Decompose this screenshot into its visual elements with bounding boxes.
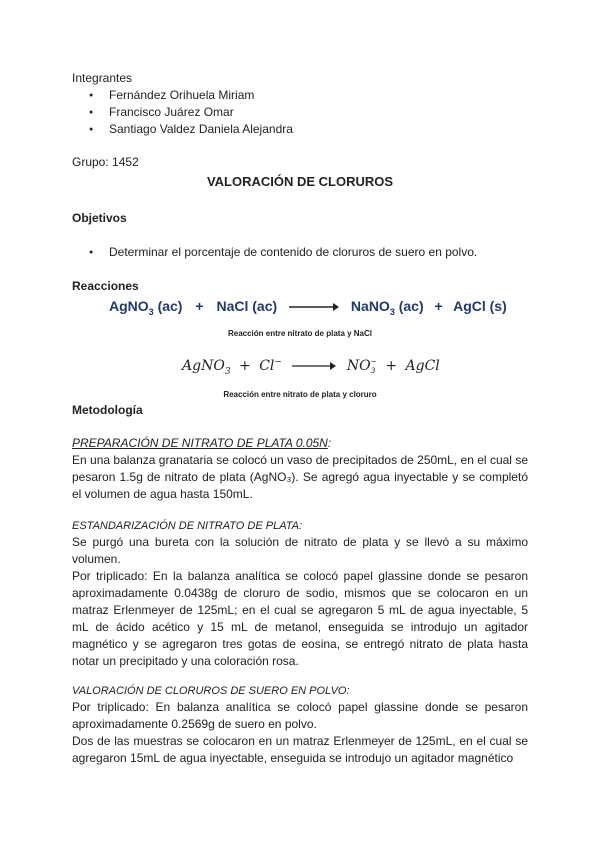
member-item: ● Francisco Juárez Omar (72, 104, 293, 121)
metodologia-heading: Metodología (72, 403, 143, 417)
members-list (72, 87, 293, 138)
reaction-chloride: AgNO$_3$ + Cl− NO − 3 + AgCl (182, 357, 440, 377)
plus-sign: + (434, 298, 443, 314)
caption-reaction-nacl: Reacción entre nitrato de plata y NaCl (227, 329, 373, 338)
reaction-nacl (109, 298, 507, 317)
page-title: VALORACIÓN DE CLORUROS (206, 174, 394, 189)
section-body-valoracion-2: Dos de las muestras se colocaron en un matraz Erlenmeyer de 125mL, en el cual se agregaron 15mL de agua inyectable, enseguida se introdujo un agitador magnético (72, 734, 528, 765)
product-agcl: AgCl (s) (453, 298, 507, 314)
section-title-preparacion: PREPARACIÓN DE NITRATO DE PLATA 0.05N: (72, 436, 332, 450)
section-body-estandarizacion-2: Por triplicado: En la balanza analítica se colocó papel glassine donde se pesaron aproximadamente 0.0438g de cloruro de sodio, mismos que se colocaron en un matraz Erlenmeyer de 125mL; en el cual se agregaron 5 mL de agua inyectable, 5 mL de ácido acético y 15 mL de metanol, enseguida se introdujo un agitador magnético y se agregaron tres gotas de eosina, se entregó nitrato de plata hasta notar un precipitado y una coloración rosa. (72, 569, 528, 668)
section-body-preparacion: En una balanza granataria se colocó un vaso de precipitados de 250mL, en el cual se pesaron 1.5g de nitrato de plata (AgNO₃). Se agregó agua inyectable y se completó el volumen de agua hasta 150mL. (72, 453, 528, 501)
reacciones-heading: Reacciones (72, 279, 139, 293)
bullet-icon: ● (89, 249, 94, 256)
section-title-estandarizacion: ESTANDARIZACIÓN DE NITRATO DE PLATA: (72, 520, 303, 532)
reaction-arrow-icon (289, 302, 339, 312)
reaction-arrow-icon (292, 361, 336, 371)
reactant-agno3: AgNO$_3$ (ac) (109, 298, 183, 317)
member-item: ● Santiago Valdez Daniela Alejandra (72, 121, 293, 138)
objetivo-item (72, 244, 565, 261)
objetivos-heading: Objetivos (72, 211, 127, 225)
section-body-valoracion-1: Por triplicado: En balanza analítica se colocó papel glassine donde se pesaron aproximadamente 0.2569g de suero en polvo. (72, 700, 528, 731)
member-item: ● Fernández Orihuela Miriam (72, 87, 293, 104)
reactant-nacl: NaCl (ac) (216, 298, 278, 314)
plus-sign: + (195, 298, 204, 314)
section-body-estandarizacion-1: Se purgó una bureta con la solución de nitrato de plata y se llevó a su máximo volumen. (72, 535, 528, 566)
objetivo-text: Determinar el porcentaje de contenido de cloruros de suero en polvo. (109, 245, 478, 259)
caption-reaction-chloride: Reacción entre nitrato de plata y cloruro (223, 390, 377, 399)
section-title-valoracion: VALORACIÓN DE CLORUROS DE SUERO EN POLVO: (72, 685, 350, 697)
product-nano3: NaNO$_3$ (ac) (350, 298, 424, 317)
integrantes-label: Integrantes (72, 71, 133, 85)
group-number: Grupo: 1452 (72, 155, 139, 169)
